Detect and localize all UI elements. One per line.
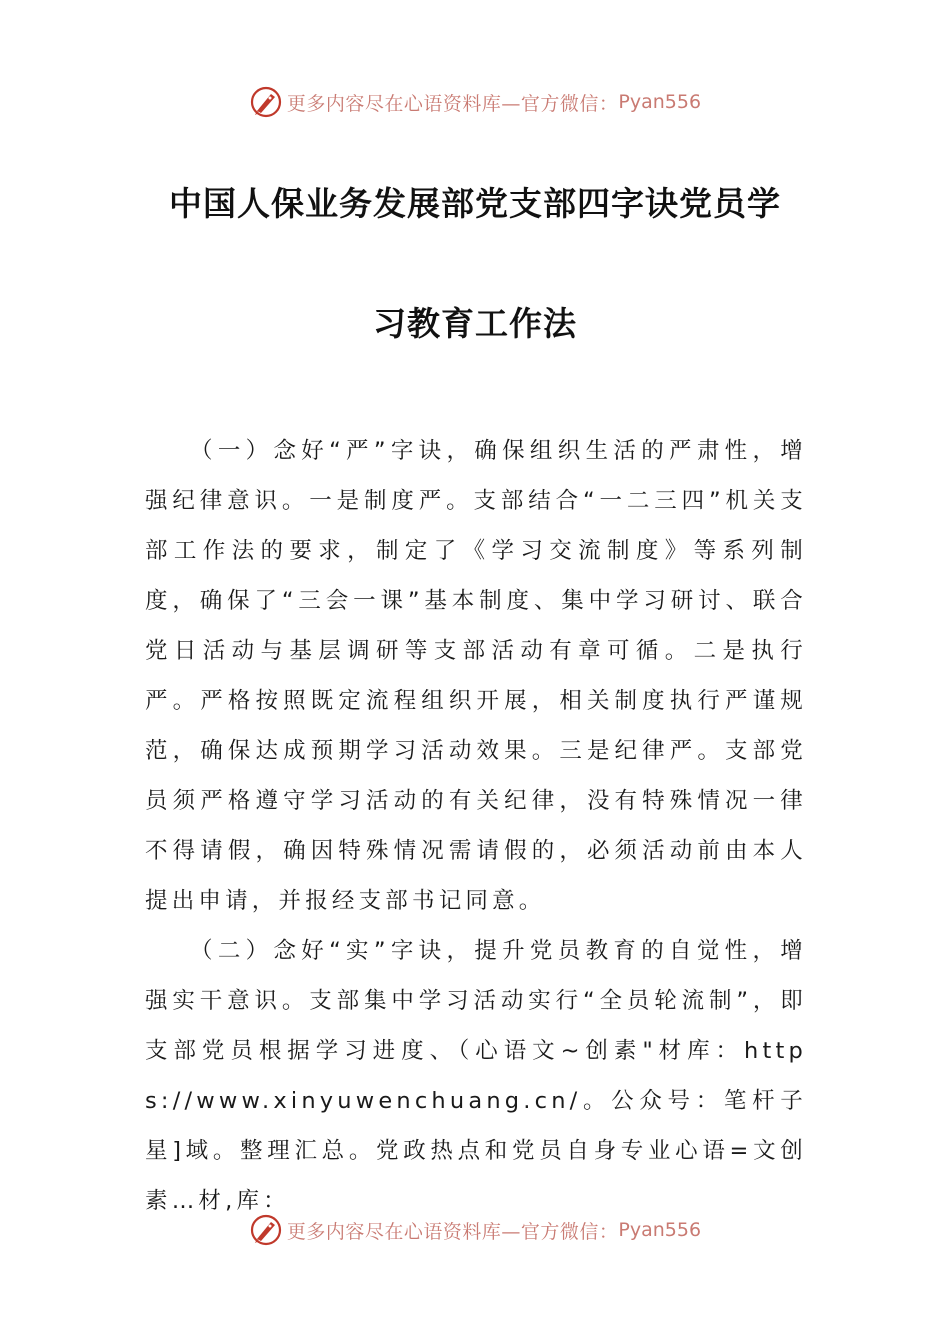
- document-title-line-1: 中国人保业务发展部党支部四字诀党员学: [169, 184, 781, 223]
- watermark-text: 更多内容尽在心语资料库—官方微信：: [286, 92, 619, 115]
- document-title-line-2: 习教育工作法: [373, 304, 577, 343]
- watermark-contact: Pyan556: [618, 91, 702, 113]
- header-watermark-banner: [0, 82, 950, 122]
- pen-nib-logo-icon: [249, 85, 283, 119]
- footer-watermark-banner: [0, 1210, 950, 1250]
- paragraph-1: （一）念好“严”字诀，确保组织生活的严肃性，增强纪律意识。一是制度严。支部结合“一二三四”机关支部工作法的要求，制定了《学习交流制度》等系列制度，确保了“三会一课”基本制度、集中学习研讨、联合党日活动与基层调研等支部活动有章可循。二是执行严。严格按照既定流程组织开展，相关制度执行严谨规范，确保达成预期学习活动效果。三是纪律严。支部党员须严格遵守学习活动的有关纪律，没有特殊情况一律不得请假，确因特殊情况需请假的，必须活动前由本人提出申请，并报经支部书记同意。: [145, 438, 807, 914]
- watermark-contact: Pyan556: [618, 1219, 702, 1241]
- document-body: [145, 426, 807, 1226]
- watermark-text: 更多内容尽在心语资料库—官方微信：: [286, 1220, 619, 1243]
- paragraph-2: （二）念好“实”字诀，提升党员教育的自觉性，增强实干意识。支部集中学习活动实行“全员轮流制”，即支部党员根据学习进度、（心语文~创素"材库：https://www.xinyuwenchuang.cn/。公众号：笔杆子星]域。整理汇总。党政热点和党员自身专业心语=文创素…材,库：: [145, 938, 807, 1214]
- pen-nib-logo-icon: [249, 1213, 283, 1247]
